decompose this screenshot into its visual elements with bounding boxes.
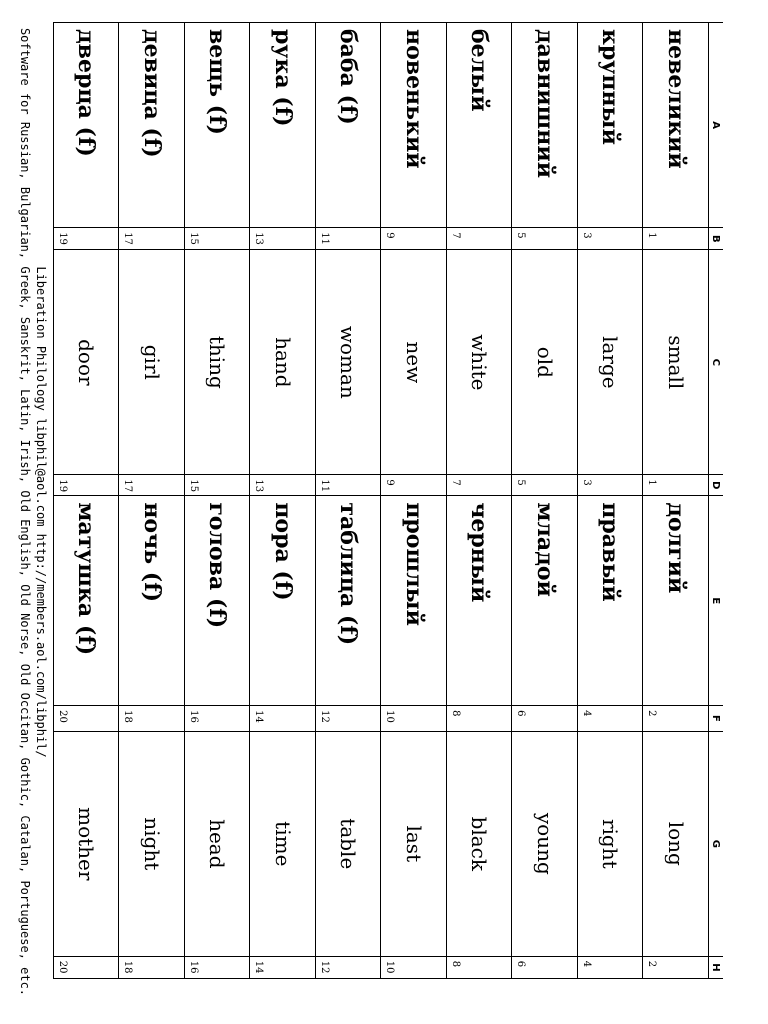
card-number-cell[interactable]: 10 [381,706,447,732]
column-header[interactable]: C [709,250,724,475]
card-number-cell[interactable]: 18 [119,706,185,732]
card-number-cell[interactable]: 6 [512,956,578,978]
card-number-cell[interactable]: 7 [447,228,513,250]
english-word-cell[interactable]: time [250,731,316,956]
english-word-cell[interactable]: young [512,731,578,956]
card-number-cell[interactable]: 12 [316,706,382,732]
russian-word-cell[interactable]: девица (f) [119,23,185,228]
column-header[interactable]: B [709,228,724,250]
footer-line: Liberation Philology libphil@aol.com http://members.aol.com/libphil/ [34,266,48,758]
card-number-cell[interactable]: 4 [578,956,644,978]
russian-word-cell[interactable]: голова (f) [185,496,251,706]
table-row [119,23,185,979]
card-number-cell[interactable]: 20 [54,956,120,978]
footer-line: Software for Russian, Bulgarian, Greek, Sanskrit, Latin, Irish, Old English, Old Norse, Old Occitan, Gothic, Catalan, Portuguese, etc. [18,27,32,997]
card-number-cell[interactable]: 20 [54,706,120,732]
english-word-cell[interactable]: black [447,731,513,956]
column-header[interactable]: F [709,706,724,732]
russian-word-cell[interactable]: таблица (f) [316,496,382,706]
vocabulary-sheet [53,22,723,979]
column-header[interactable]: E [709,496,724,706]
russian-word-cell[interactable]: младой [512,496,578,706]
card-number-cell[interactable]: 9 [381,475,447,496]
card-number-cell[interactable]: 4 [578,706,644,732]
english-word-cell[interactable]: long [643,731,709,956]
card-number-cell[interactable]: 2 [643,706,709,732]
english-word-cell[interactable]: thing [185,250,251,475]
card-number-cell[interactable]: 5 [512,228,578,250]
russian-word-cell[interactable]: рука (f) [250,23,316,228]
russian-word-cell[interactable]: матушка (f) [54,496,120,706]
table-row [643,23,709,979]
table-row [381,23,447,979]
russian-word-cell[interactable]: белый [447,23,513,228]
card-number-cell[interactable]: 19 [54,228,120,250]
english-word-cell[interactable]: head [185,731,251,956]
card-number-cell[interactable]: 11 [316,228,382,250]
column-header[interactable]: G [709,731,724,956]
english-word-cell[interactable]: door [54,250,120,475]
english-word-cell[interactable]: woman [316,250,382,475]
card-number-cell[interactable]: 5 [512,475,578,496]
english-word-cell[interactable]: night [119,731,185,956]
card-number-cell[interactable]: 14 [250,956,316,978]
table-row [447,23,513,979]
russian-word-cell[interactable]: дверца (f) [54,23,120,228]
card-number-cell[interactable]: 6 [512,706,578,732]
card-number-cell[interactable]: 16 [185,706,251,732]
english-word-cell[interactable]: right [578,731,644,956]
card-number-cell[interactable]: 18 [119,956,185,978]
english-word-cell[interactable]: hand [250,250,316,475]
card-number-cell[interactable]: 1 [643,228,709,250]
russian-word-cell[interactable]: ночь (f) [119,496,185,706]
footer-credits [17,0,49,1024]
english-word-cell[interactable]: old [512,250,578,475]
russian-word-cell[interactable]: пора (f) [250,496,316,706]
card-number-cell[interactable]: 9 [381,228,447,250]
card-number-cell[interactable]: 8 [447,956,513,978]
card-number-cell[interactable]: 10 [381,956,447,978]
column-header[interactable]: A [709,23,724,228]
russian-word-cell[interactable]: правый [578,496,644,706]
card-number-cell[interactable]: 7 [447,475,513,496]
russian-word-cell[interactable]: крупный [578,23,644,228]
russian-word-cell[interactable]: баба (f) [316,23,382,228]
card-number-cell[interactable]: 17 [119,228,185,250]
card-number-cell[interactable]: 11 [316,475,382,496]
russian-word-cell[interactable]: вещь (f) [185,23,251,228]
english-word-cell[interactable]: mother [54,731,120,956]
table-row [185,23,251,979]
card-number-cell[interactable]: 16 [185,956,251,978]
english-word-cell[interactable]: white [447,250,513,475]
card-number-cell[interactable]: 1 [643,475,709,496]
table-row [250,23,316,979]
english-word-cell[interactable]: table [316,731,382,956]
russian-word-cell[interactable]: новенький [381,23,447,228]
column-header[interactable]: H [709,956,724,978]
table-row [54,23,120,979]
card-number-cell[interactable]: 13 [250,475,316,496]
table-row [578,23,644,979]
column-header[interactable]: D [709,475,724,496]
english-word-cell[interactable]: small [643,250,709,475]
table-row [512,23,578,979]
card-number-cell[interactable]: 19 [54,475,120,496]
column-header-row [709,23,724,979]
english-word-cell[interactable]: large [578,250,644,475]
english-word-cell[interactable]: last [381,731,447,956]
russian-word-cell[interactable]: прошлый [381,496,447,706]
card-number-cell[interactable]: 12 [316,956,382,978]
table-row [316,23,382,979]
russian-word-cell[interactable]: долгий [643,496,709,706]
russian-word-cell[interactable]: невеликий [643,23,709,228]
english-word-cell[interactable]: new [381,250,447,475]
russian-word-cell[interactable]: давнишний [512,23,578,228]
card-number-cell[interactable]: 17 [119,475,185,496]
english-word-cell[interactable]: girl [119,250,185,475]
card-number-cell[interactable]: 2 [643,956,709,978]
card-number-cell[interactable]: 15 [185,228,251,250]
card-number-cell[interactable]: 14 [250,706,316,732]
card-number-cell[interactable]: 13 [250,228,316,250]
russian-word-cell[interactable]: черный [447,496,513,706]
card-number-cell[interactable]: 15 [185,475,251,496]
card-number-cell[interactable]: 3 [578,475,644,496]
card-number-cell[interactable]: 3 [578,228,644,250]
card-number-cell[interactable]: 8 [447,706,513,732]
